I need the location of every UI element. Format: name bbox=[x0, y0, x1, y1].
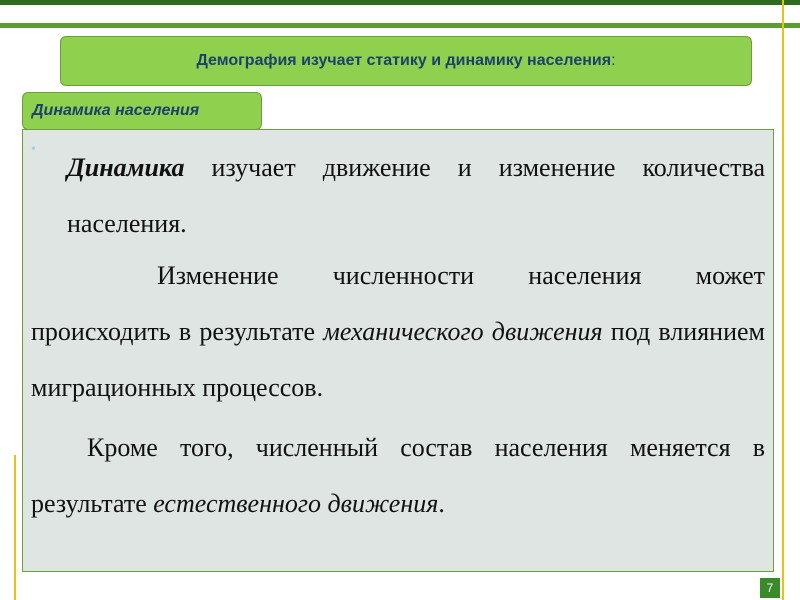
content-panel bbox=[22, 129, 774, 572]
term-natural-movement: естественного движения bbox=[153, 489, 439, 518]
page-number: 7 bbox=[766, 581, 774, 595]
slide-title: Демография изучает статику и динамику населения bbox=[196, 52, 612, 69]
paragraph-natural bbox=[31, 420, 765, 532]
section-subtitle: Динамика населения bbox=[32, 102, 200, 119]
paragraph-mechanical-text-a: Изменение численности населения может происходить в результате bbox=[31, 261, 765, 346]
left-accent-line bbox=[14, 455, 16, 600]
section-subtitle-box bbox=[22, 92, 262, 130]
slide-title-colon: : bbox=[611, 52, 616, 69]
paragraph-mechanical bbox=[31, 248, 765, 416]
bullet-icon: • bbox=[31, 142, 36, 157]
right-accent-line bbox=[782, 0, 784, 600]
paragraph-dynamics bbox=[67, 140, 765, 252]
slide-title-box bbox=[60, 36, 752, 86]
paragraph-natural-text-b: . bbox=[438, 489, 445, 518]
top-border-dark bbox=[0, 0, 800, 5]
paragraph-dynamics-text: изучает движение и изменение количества населения. bbox=[67, 153, 765, 238]
top-border-green bbox=[0, 23, 800, 28]
page-number-badge bbox=[760, 578, 780, 598]
term-dynamics: Динамика bbox=[67, 153, 185, 182]
paragraph-natural-text-a: Кроме того, численный состав населения меняется в результате bbox=[31, 433, 765, 518]
paragraph-mechanical-text-b: под влиянием миграционных процессов. bbox=[31, 317, 766, 402]
term-mechanical-movement: механического движения bbox=[323, 317, 603, 346]
